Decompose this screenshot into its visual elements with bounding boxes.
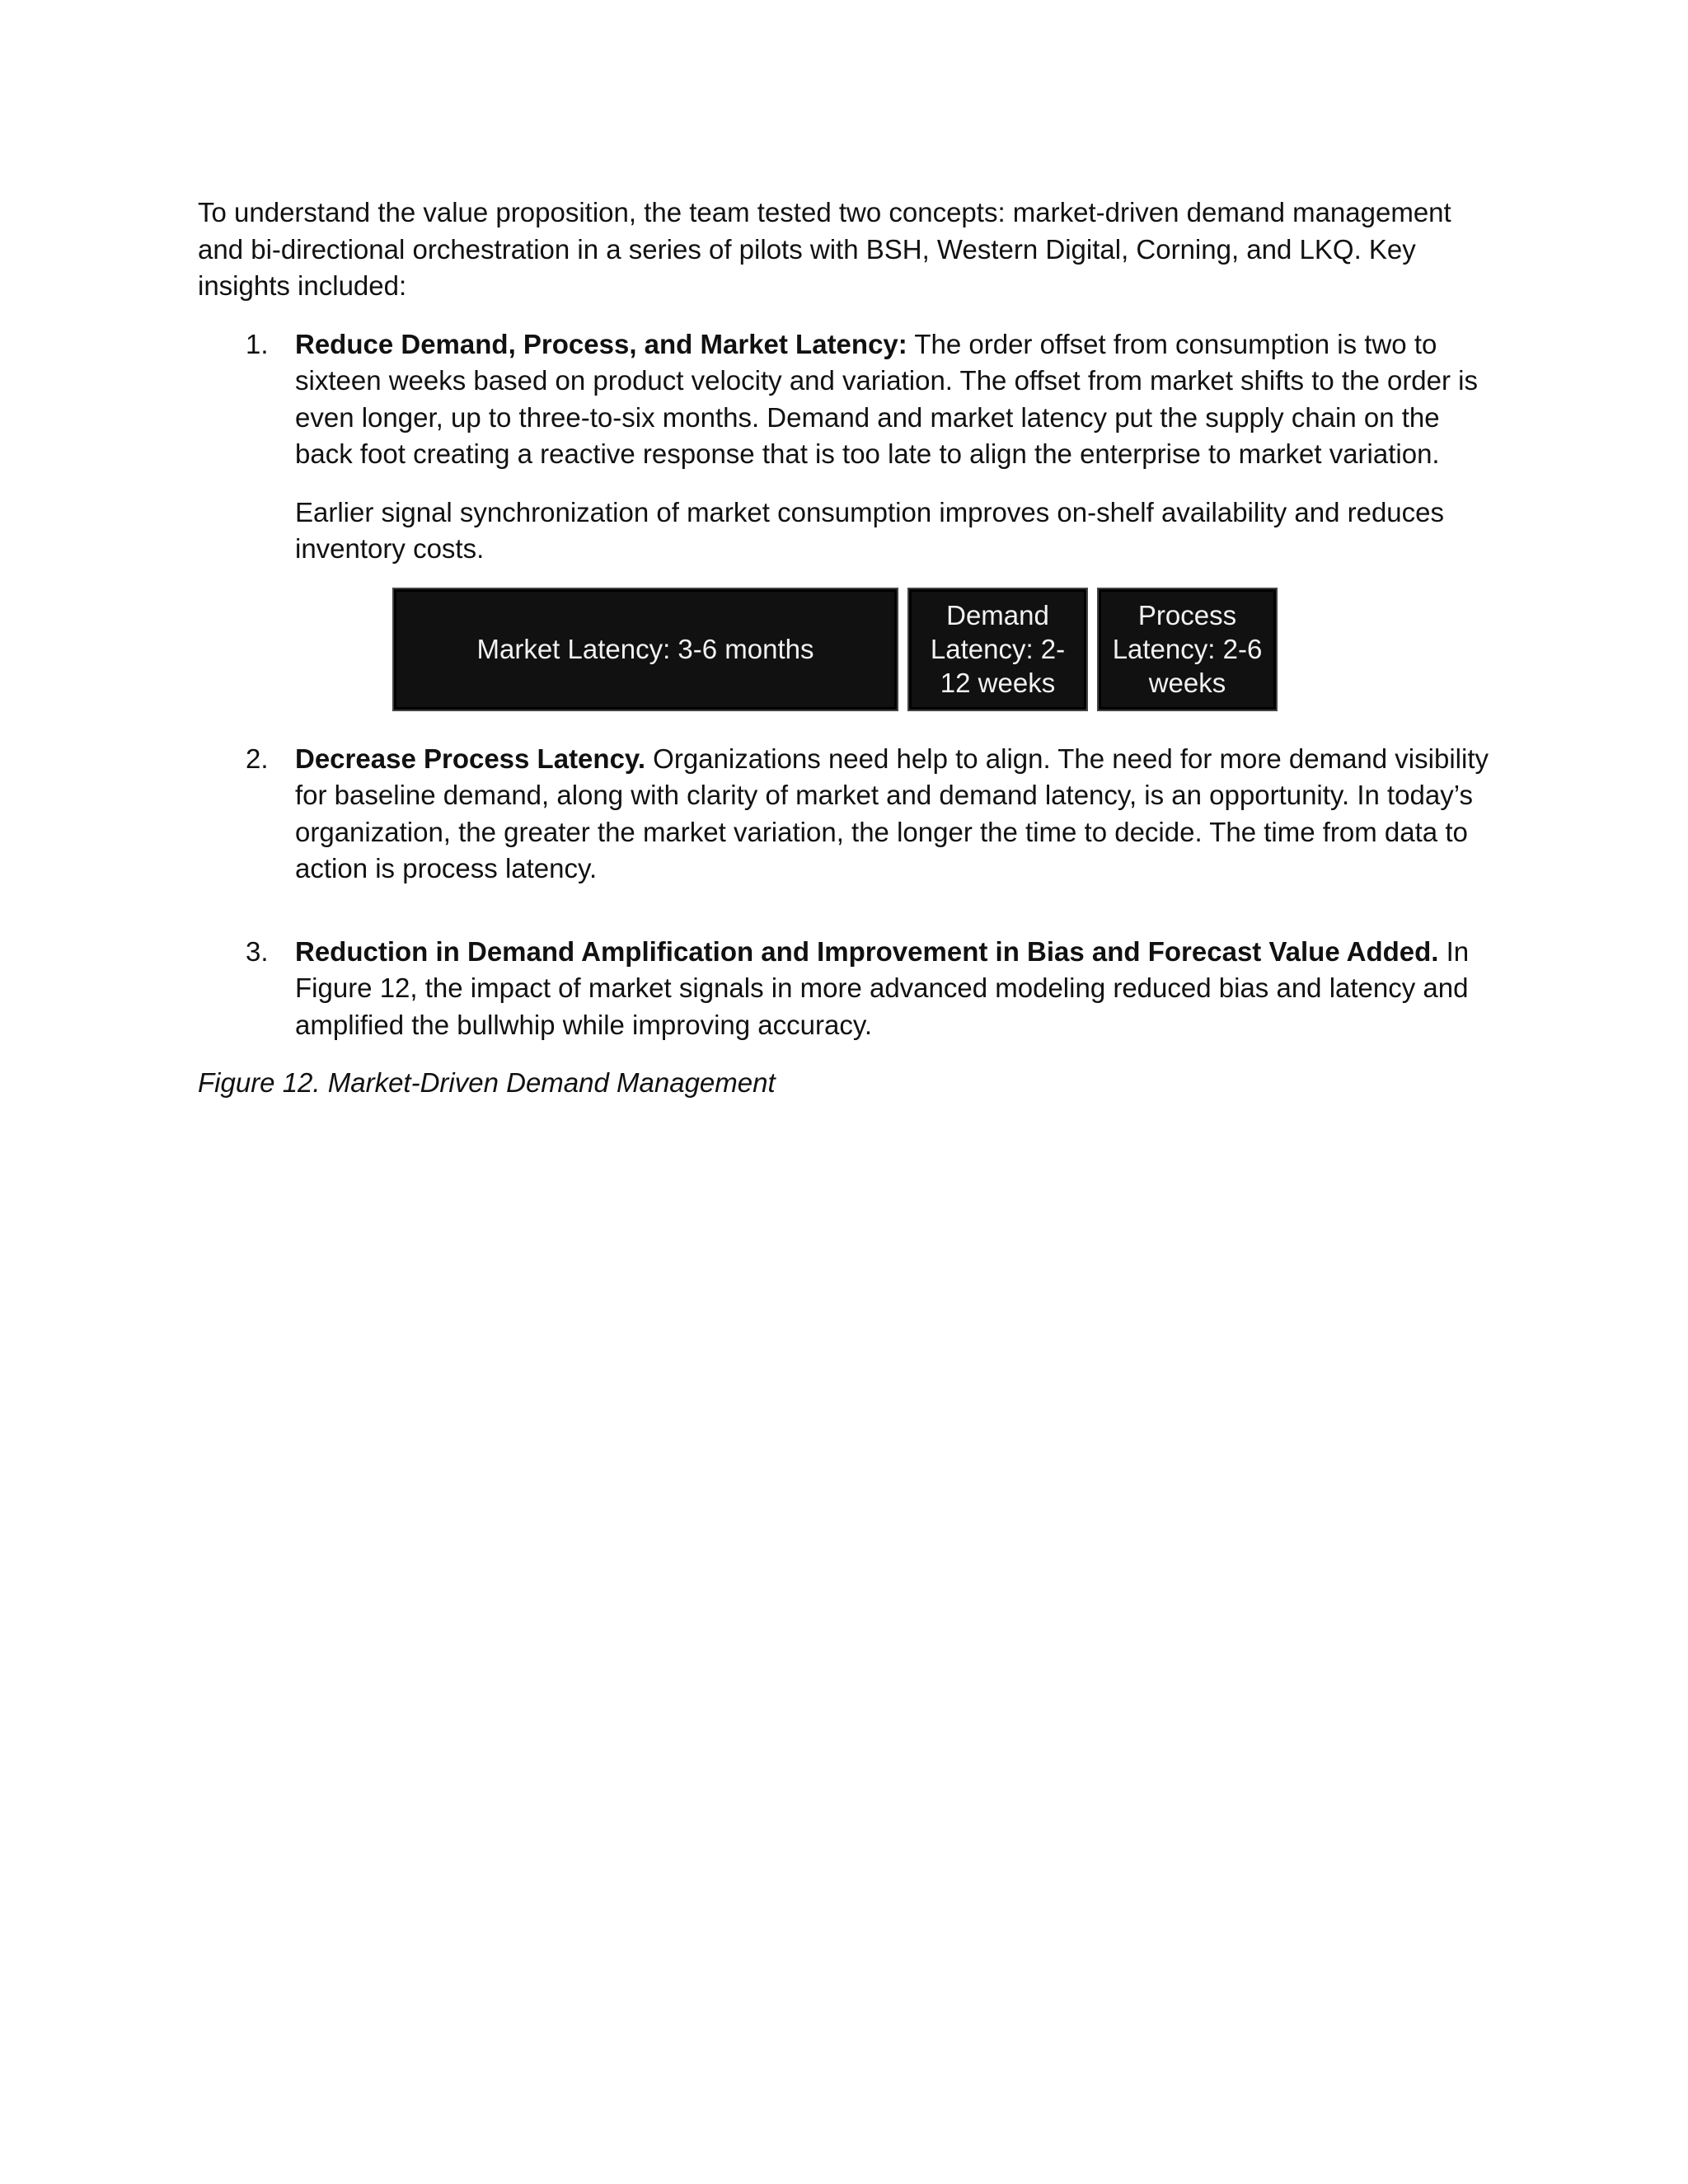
list-item-heading: Decrease Process Latency. [295, 743, 645, 774]
intro-paragraph: To understand the value proposition, the team tested two concepts: market-driven demand management and bi-directional orchestration in a series of pilots with BSH, Western Digital, Corning, and LKQ. Key insights included: [198, 197, 1451, 301]
insights-list [198, 326, 1500, 1044]
list-item-heading: Reduce Demand, Process, and Market Latency: [295, 328, 907, 359]
list-item [198, 326, 1500, 710]
demand-latency-box: Demand Latency: 2-12 weeks [909, 589, 1086, 710]
list-item-text [295, 741, 1500, 888]
list-item-body: In Figure 12, the impact of market signals in more advanced modeling reduced bias and latency and amplified the bullwhip while improving accuracy. [295, 935, 1470, 1040]
list-item-heading: Reduction in Demand Amplification and Improvement in Bias and Forecast Value Added. [295, 935, 1439, 967]
list-item-body: Organizations need help to align. The need for more demand visibility for baseline demand, along with clarity of market and demand latency, is an opportunity. In today’s organization, the greater the market variation, the longer the time to decide. The time from data to action is process latency. [295, 743, 1489, 883]
process-latency-box: Process Latency: 2-6 weeks [1099, 589, 1276, 710]
list-item-sub-paragraph: Earlier signal synchronization of market consumption improves on-shelf availability and reduces inventory costs. [295, 496, 1445, 564]
document-page [198, 194, 1500, 1102]
list-number: 2. [246, 743, 269, 774]
market-latency-box: Market Latency: 3-6 months [394, 589, 897, 710]
list-item [198, 741, 1500, 888]
list-number: 1. [246, 328, 269, 359]
figure-caption: Figure 12. Market-Driven Demand Management [198, 1067, 776, 1098]
list-item-text [295, 326, 1500, 473]
list-item-text [295, 934, 1500, 1044]
latency-diagram [394, 589, 1500, 710]
list-item-body: The order offset from consumption is two to sixteen weeks based on product velocity and variation. The offset from market shifts to the order is even longer, up to three-to-six months. Demand and market latency put the supply chain on the back foot creating a reactive response that is too late to align the enterprise to market variation. [295, 328, 1479, 469]
list-item [198, 934, 1500, 1044]
list-number: 3. [246, 935, 269, 967]
